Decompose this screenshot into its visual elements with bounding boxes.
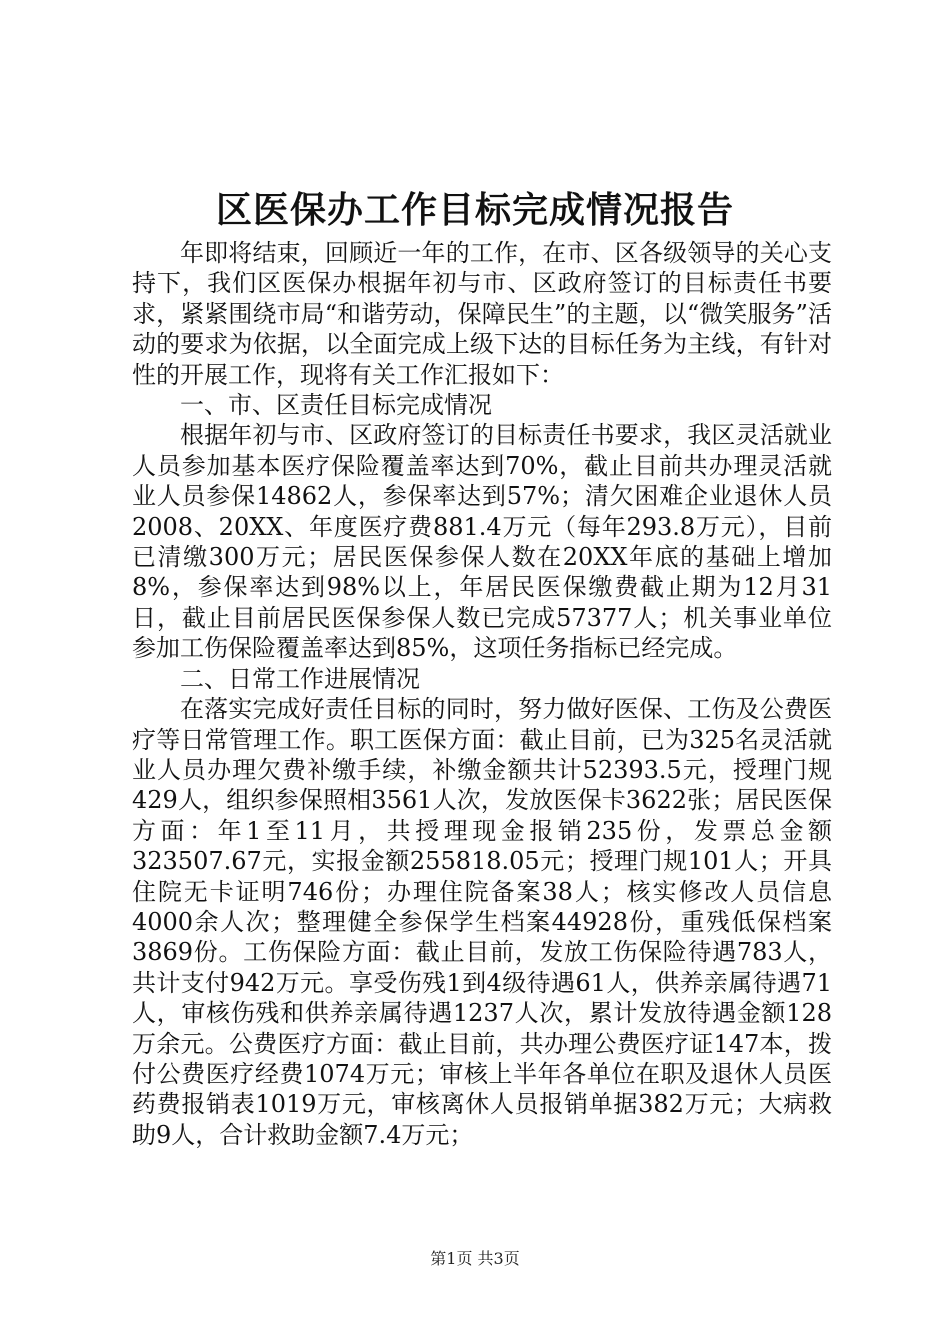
section-heading-1: 一、市、区责任目标完成情况	[180, 391, 492, 420]
section-heading-2: 二、日常工作进展情况	[180, 664, 420, 693]
section-2-paragraph: 在落实完成好责任目标的同时，努力做好医保、工伤及公费医疗等日常管理工作。职工医保方面：截止目前，已为325名灵活就业人员办理欠费补缴手续，补缴金额共计52393.5元，授理门规429人，组织参保照相3561人次，发放医保卡3622张；居民医保方面：年1至11月，共授理现金报销235份，发票总金额323507.67元，实报金额255818.05元；授理门规101人；开具住院无卡证明746份；办理住院备案38人；核实修改人员信息4000余人次；整理健全参保学生档案44928份，重残低保档案3869份。工伤保险方面：截止目前，发放工伤保险待遇783人，共计支付942万元。享受伤残1到4级待遇61人，供养亲属待遇71人，审核伤残和供养亲属待遇1237人次，累计发放待遇金额128万余元。公费医疗方面：截止目前，共办理公费医疗证147本，拨付公费医疗经费1074万元；审核上半年各单位在职及退休人员医药费报销表1019万元，审核离休人员报销单据382万元；大病救助9人，合计救助金额7.4万元；	[132, 695, 832, 1149]
intro-paragraph: 年即将结束，回顾近一年的工作，在市、区各级领导的关心支持下，我们区医保办根据年初与市、区政府签订的目标责任书要求，紧紧围绕市局“和谐劳动，保障民生”的主题，以“微笑服务”活动的要求为依据，以全面完成上级下达的目标任务为主线，有针对性的开展工作，现将有关工作汇报如下：	[132, 239, 832, 389]
document-title: 区医保办工作目标完成情况报告	[215, 189, 734, 231]
document-body	[132, 238, 832, 1150]
section-1-paragraph: 根据年初与市、区政府签订的目标责任书要求，我区灵活就业人员参加基本医疗保险覆盖率达到70%，截止目前共办理灵活就业人员参保14862人，参保率达到57%；清欠困难企业退休人员2008、20XX、年度医疗费881.4万元（每年293.8万元），目前已清缴300万元；居民医保参保人数在20XX年底的基础上增加8%，参保率达到98%以上，年居民医保缴费截止期为12月31日，截止目前居民医保参保人数已完成57377人；机关事业单位参加工伤保险覆盖率达到85%，这项任务指标已经完成。	[132, 421, 832, 663]
page-number-footer: 第1页 共3页	[430, 1249, 520, 1268]
